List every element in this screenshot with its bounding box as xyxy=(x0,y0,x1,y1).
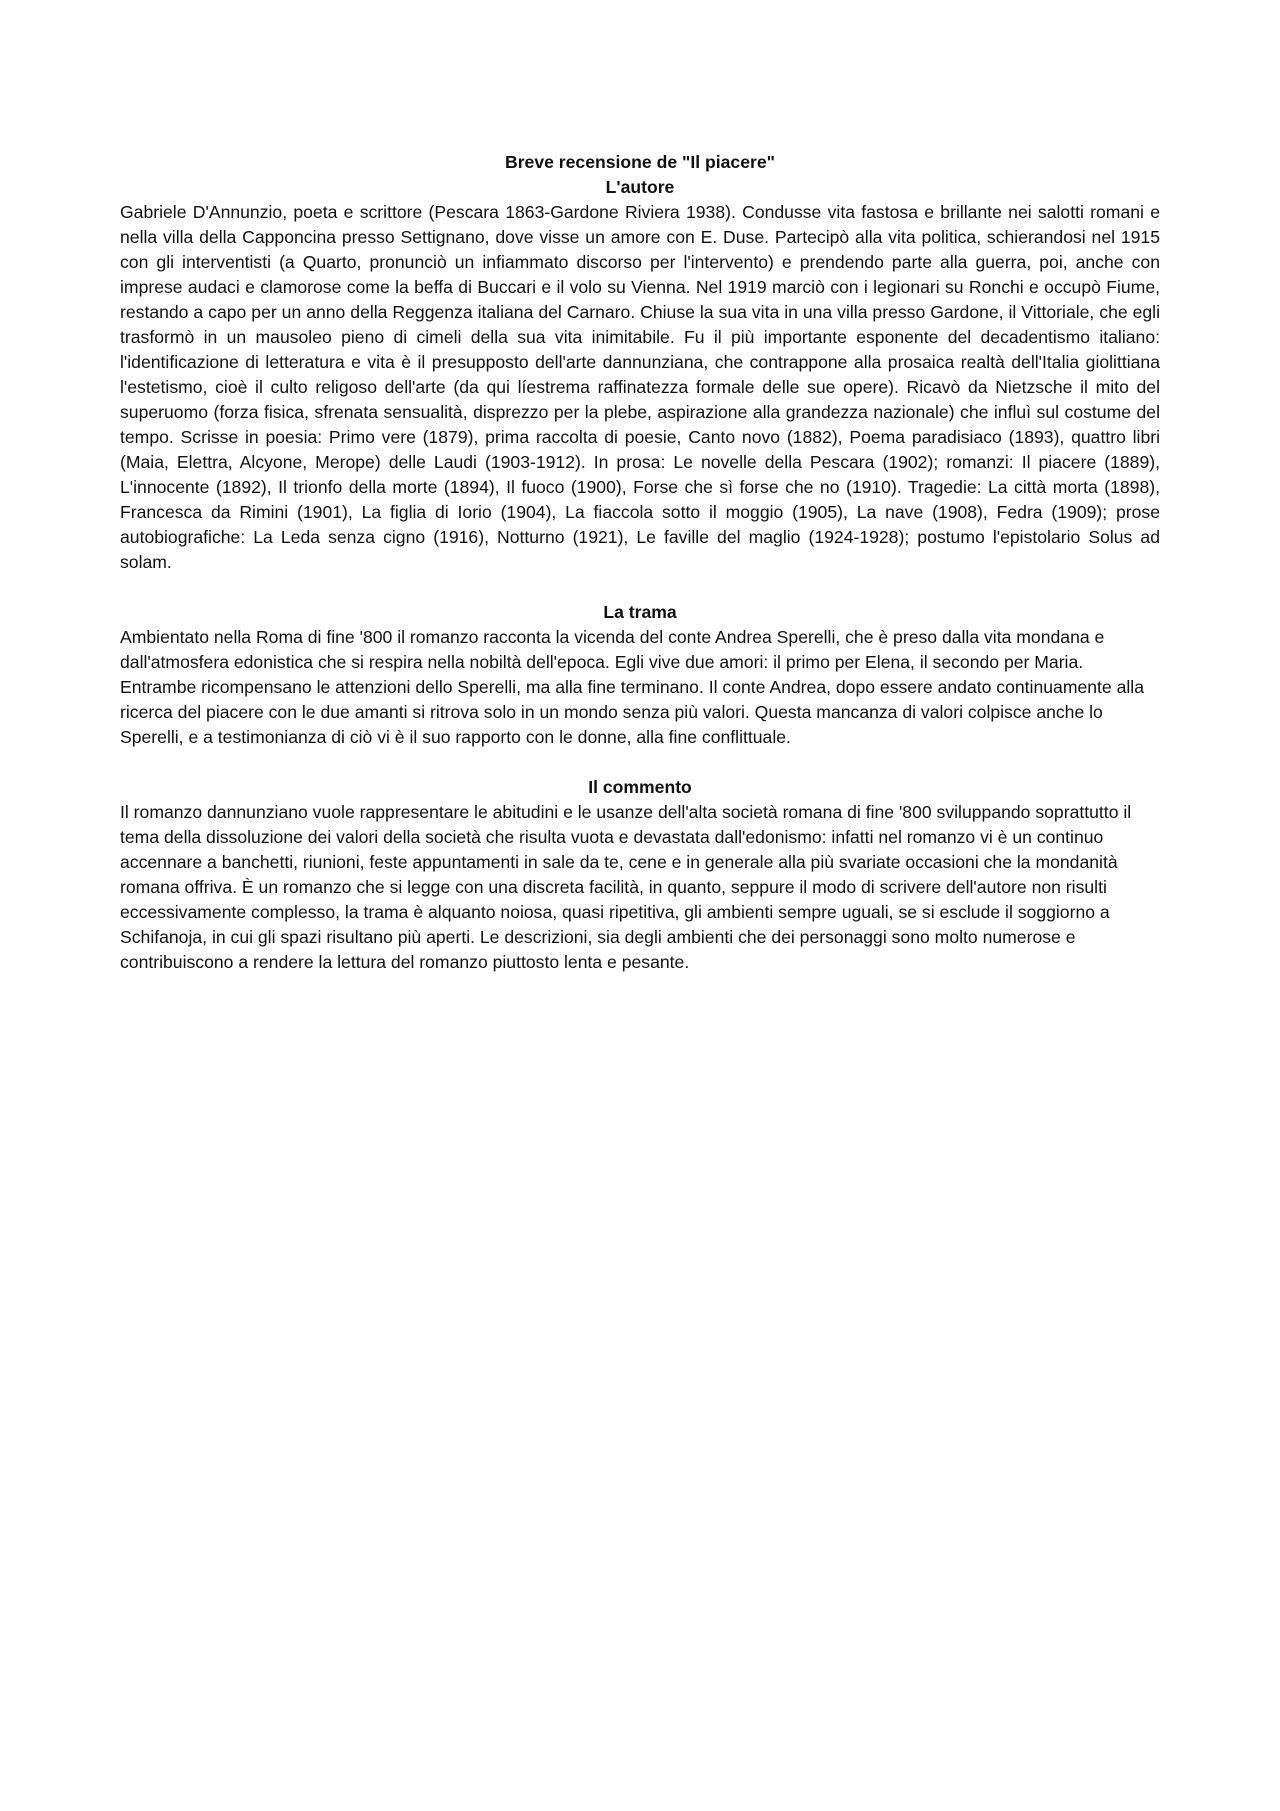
section-body-commento: Il romanzo dannunziano vuole rappresentare le abitudini e le usanze dell'alta società romana di fine '800 sviluppando soprattutto il tema della dissoluzione dei valori della società che risulta vuota e devastata dall'edonismo: infatti nel romanzo vi è un continuo accennare a banchetti, riunioni, feste appuntamenti in sale da te, cene e in generale alla più svariate occasioni che la mondanità romana offriva. È un romanzo che si legge con una discreta facilità, in quanto, seppure il modo di scrivere dell'autore non risulti eccessivamente complesso, la trama è alquanto noiosa, quasi ripetitiva, gli ambienti sempre uguali, se si esclude il soggiorno a Schifanoja, in cui gli spazi risultano più aperti. Le descrizioni, sia degli ambienti che dei personaggi sono molto numerose e contribuiscono a rendere la lettura del romanzo piuttosto lenta e pesante. xyxy=(120,802,1132,972)
section-heading-commento: Il commento xyxy=(588,777,692,797)
section-spacer xyxy=(120,750,1160,775)
document-page xyxy=(120,150,1160,975)
section-heading-trama: La trama xyxy=(603,602,677,622)
document-title: Breve recensione de "Il piacere" xyxy=(505,152,775,172)
section-spacer xyxy=(120,575,1160,600)
section-body-trama: Ambientato nella Roma di fine '800 il romanzo racconta la vicenda del conte Andrea Sperelli, che è preso dalla vita mondana e dall'atmosfera edonistica che si respira nella nobiltà dell'epoca. Egli vive due amori: il primo per Elena, il secondo per Maria. Entrambe ricompensano le attenzioni dello Sperelli, ma alla fine terminano. Il conte Andrea, dopo essere andato continuamente alla ricerca del piacere con le due amanti si ritrova solo in un mondo senza più valori. Questa mancanza di valori colpisce anche lo Sperelli, e a testimonianza di ciò vi è il suo rapporto con le donne, alla fine conflittuale. xyxy=(120,627,1144,747)
section-heading-autore: L'autore xyxy=(605,177,675,197)
section-body-autore: Gabriele D'Annunzio, poeta e scrittore (Pescara 1863-Gardone Riviera 1938). Condusse vita fastosa e brillante nei salotti romani e nella villa della Capponcina presso Settignano, dove visse un amore con E. Duse. Partecipò alla vita politica, schierandosi nel 1915 con gli interventisti (a Quarto, pronunciò un infiammato discorso per l'intervento) e prendendo parte alla guerra, poi, anche con imprese audaci e clamorose come la beffa di Buccari e il volo su Vienna. Nel 1919 marciò con i legionari su Ronchi e occupò Fiume, restando a capo per un anno della Reggenza italiana del Carnaro. Chiuse la sua vita in una villa presso Gardone, il Vittoriale, che egli trasformò in un mausoleo pieno di cimeli della sua vita inimitabile. Fu il più importante esponente del decadentismo italiano: l'identificazione di letteratura e vita è il presupposto dell'arte dannunziana, che contrappone alla prosaica realtà dell'Italia giolittiana l'estetismo, cioè il culto religoso dell'arte (da qui líestrema raffinatezza formale delle sue opere). Ricavò da Nietzsche il mito del superuomo (forza fisica, sfrenata sensualità, disprezzo per la plebe, aspirazione alla grandezza nazionale) che influì sul costume del tempo. Scrisse in poesia: Primo vere (1879), prima raccolta di poesie, Canto novo (1882), Poema paradisiaco (1893), quattro libri (Maia, Elettra, Alcyone, Merope) delle Laudi (1903-1912). In prosa: Le novelle della Pescara (1902); romanzi: Il piacere (1889), L'innocente (1892), Il trionfo della morte (1894), Il fuoco (1900), Forse che sì forse che no (1910). Tragedie: La città morta (1898), Francesca da Rimini (1901), La figlia di Iorio (1904), La fiaccola sotto il moggio (1905), La nave (1908), Fedra (1909); prose autobiografiche: La Leda senza cigno (1916), Notturno (1921), Le faville del maglio (1924-1928); postumo l'epistolario Solus ad solam. xyxy=(120,202,1160,572)
